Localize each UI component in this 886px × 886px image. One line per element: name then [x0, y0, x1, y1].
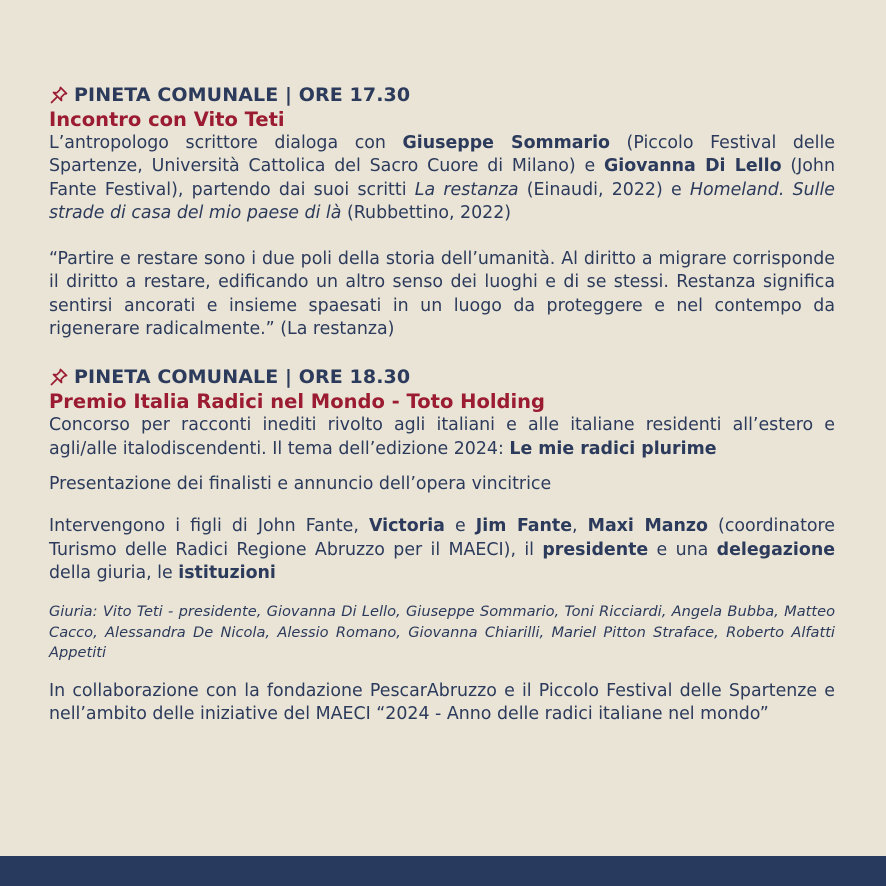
text-segment: (John Fante Festival), partendo dai suoi scritti [49, 156, 835, 200]
program-content [49, 82, 835, 726]
text-segment: (coordinatore Turismo delle Radici Regione Abruzzo per il MAECI), il [49, 516, 835, 560]
word-istituzioni: istituzioni [178, 562, 276, 583]
text-segment: L’antropologo scrittore dialoga con [49, 133, 403, 153]
text-segment: e [444, 516, 476, 537]
book-title-homeland: Homeland. Sulle strade di casa del mio paese di là [49, 179, 836, 223]
word-presidente: presidente [542, 539, 649, 560]
event-1-description [49, 132, 835, 225]
text-segment: (Einaudi, 2022) e [518, 179, 690, 200]
bottom-bar [0, 856, 886, 886]
name-jim-fante: Jim Fante [475, 516, 573, 537]
word-delegazione: delegazione [716, 539, 836, 560]
text-segment: , [572, 516, 588, 537]
event-2-jury: Giuria: Vito Teti - presidente, Giovanna Di Lello, Giuseppe Sommario, Toni Ricciardi, Angela Bubba, Matteo Cacco, Alessandra De Nicola, Alessio Romano, Giovanna Chiarilli, Mariel Pitton Straface, Roberto Alfatti Appetiti [49, 603, 835, 662]
event-2-presentation: Presentazione dei finalisti e annuncio dell’opera vincitrice [49, 473, 552, 494]
name-giovanna-di-lello: Giovanna Di Lello [603, 156, 782, 177]
event-1-title: Incontro con Vito Teti [49, 108, 285, 131]
event-2-location-time [49, 364, 835, 389]
theme-title: Le mie radici plurime [509, 438, 717, 459]
event-2-description [49, 414, 835, 461]
name-giuseppe-sommario: Giuseppe Sommario [402, 133, 610, 153]
pushpin-icon [49, 85, 69, 105]
name-maxi-manzo: Maxi Manzo [587, 516, 708, 537]
event-1-location-time [49, 82, 835, 107]
event-2-location-time-text: PINETA COMUNALE | ORE 18.30 [74, 365, 411, 388]
text-segment: della giuria, le [49, 562, 179, 583]
text-segment: Intervengono i figli di John Fante, [49, 516, 369, 537]
text-segment: e una [648, 539, 717, 560]
event-1-quote: “Partire e restare sono i due poli della storia dell’umanità. Al diritto a migrare corrisponde il diritto a restare, edificando un altro senso dei luoghi e di se stessi. Restanza significa sentirsi ancorati e insieme spaesati in un luogo da proteggere e nel contempo da rigenerare radicalmente.” (La restanza) [49, 249, 835, 340]
event-2-speakers [49, 515, 835, 585]
text-segment: (Rubbettino, 2022) [341, 202, 512, 223]
event-1-location-time-text: PINETA COMUNALE | ORE 17.30 [74, 83, 411, 106]
text-segment: (Piccolo Festival delle Spartenze, Università Cattolica del Sacro Cuore di Milano) e [49, 133, 835, 177]
book-title-la-restanza: La restanza [414, 179, 519, 200]
event-2-title: Premio Italia Radici nel Mondo - Toto Holding [49, 390, 546, 414]
pushpin-icon [49, 367, 69, 387]
name-victoria: Victoria [368, 516, 445, 537]
text-segment: Concorso per racconti inediti rivolto agli italiani e alle italiane residenti all’estero e agli/alle italodiscendenti. Il tema dell’edizione 2024: [49, 415, 835, 459]
event-2-collaboration: In collaborazione con la fondazione PescarAbruzzo e il Piccolo Festival delle Spartenze e nell’ambito delle iniziative del MAECI “2024 - Anno delle radici italiane nel mondo” [49, 680, 835, 724]
